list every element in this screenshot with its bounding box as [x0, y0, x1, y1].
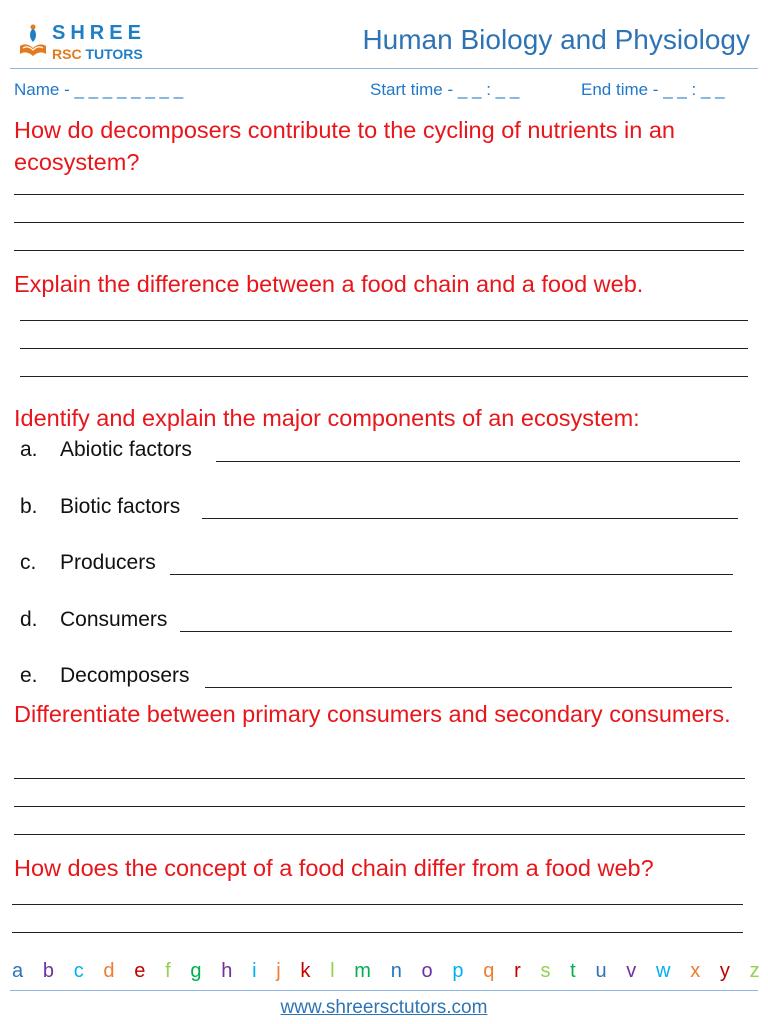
alphabet-letter: c	[73, 960, 84, 982]
alphabet-letter: a	[12, 960, 24, 982]
alphabet-letter: t	[570, 960, 576, 982]
answer-line	[14, 834, 745, 835]
answer-line	[170, 574, 733, 575]
component-letter: b.	[20, 495, 38, 518]
answer-line	[180, 631, 732, 632]
question-5: How does the concept of a food chain differ from a food web?	[14, 855, 654, 881]
logo-tutors: TUTORS	[85, 46, 143, 62]
answer-line	[20, 348, 748, 349]
alphabet-letter: j	[276, 960, 281, 982]
alphabet-letter: r	[514, 960, 521, 982]
header-divider	[10, 68, 758, 69]
alphabet-letter: k	[300, 960, 311, 982]
alphabet-letter: q	[483, 960, 495, 982]
subject-title: Human Biology and Physiology	[362, 24, 750, 55]
answer-line	[20, 320, 748, 321]
footer-divider	[10, 990, 758, 991]
component-label: Decomposers	[60, 664, 190, 687]
question-2: Explain the difference between a food chain and a food web.	[14, 271, 644, 297]
answer-line	[12, 932, 743, 933]
alphabet-letter: p	[452, 960, 464, 982]
alphabet-letter: o	[421, 960, 433, 982]
alphabet-letter: h	[221, 960, 233, 982]
logo-rsc: RSC	[52, 46, 82, 62]
alphabet-letter: n	[390, 960, 402, 982]
end-time-field: End time - _ _ : _ _	[581, 80, 725, 99]
question-1: How do decomposers contribute to the cycling of nutrients in an ecosystem?	[14, 117, 675, 175]
component-label: Biotic factors	[60, 495, 181, 518]
component-label: Consumers	[60, 608, 168, 631]
answer-line	[14, 222, 744, 223]
alphabet-letter: i	[252, 960, 257, 982]
alphabet-letter: u	[595, 960, 607, 982]
alphabet-letter: v	[626, 960, 637, 982]
component-item	[20, 664, 190, 688]
book-emblem-icon	[18, 24, 48, 58]
component-item	[20, 551, 156, 575]
alphabet-letter: l	[330, 960, 335, 982]
answer-line	[12, 904, 743, 905]
question-4: Differentiate between primary consumers and secondary consumers.	[14, 701, 731, 727]
logo-subtitle	[52, 46, 143, 62]
component-letter: a.	[20, 438, 38, 461]
component-letter: e.	[20, 664, 38, 687]
answer-line	[14, 250, 744, 251]
component-item	[20, 608, 167, 632]
alphabet-letter: m	[354, 960, 371, 982]
component-letter: d.	[20, 608, 38, 631]
answer-line	[205, 687, 732, 688]
alphabet-letter: w	[656, 960, 671, 982]
alphabet-letter: e	[134, 960, 146, 982]
start-time-field: Start time - _ _ : _ _	[370, 80, 520, 99]
website-link[interactable]: www.shreersctutors.com	[280, 997, 488, 1018]
component-item	[20, 438, 192, 462]
alphabet-letter: b	[42, 960, 54, 982]
component-label: Producers	[60, 551, 156, 574]
answer-line	[20, 376, 748, 377]
alphabet-letter: s	[540, 960, 551, 982]
alphabet-letter: z	[749, 960, 760, 982]
question-3: Identify and explain the major components of an ecosystem:	[14, 405, 640, 431]
brand-logo	[6, 8, 162, 68]
name-field: Name - _ _ _ _ _ _ _ _	[14, 80, 184, 99]
alphabet-letter: g	[190, 960, 202, 982]
alphabet-letter: f	[165, 960, 171, 982]
answer-line	[216, 461, 740, 462]
alphabet-letter: x	[690, 960, 701, 982]
component-item	[20, 495, 180, 519]
alphabet-letter: y	[719, 960, 730, 982]
logo-wordmark: SHREE	[52, 22, 146, 44]
alphabet-strip	[12, 958, 760, 984]
alphabet-letter: d	[103, 960, 115, 982]
component-letter: c.	[20, 551, 37, 574]
answer-line	[14, 194, 744, 195]
component-label: Abiotic factors	[60, 438, 192, 461]
answer-line	[14, 778, 745, 779]
answer-line	[202, 518, 738, 519]
answer-line	[14, 806, 745, 807]
